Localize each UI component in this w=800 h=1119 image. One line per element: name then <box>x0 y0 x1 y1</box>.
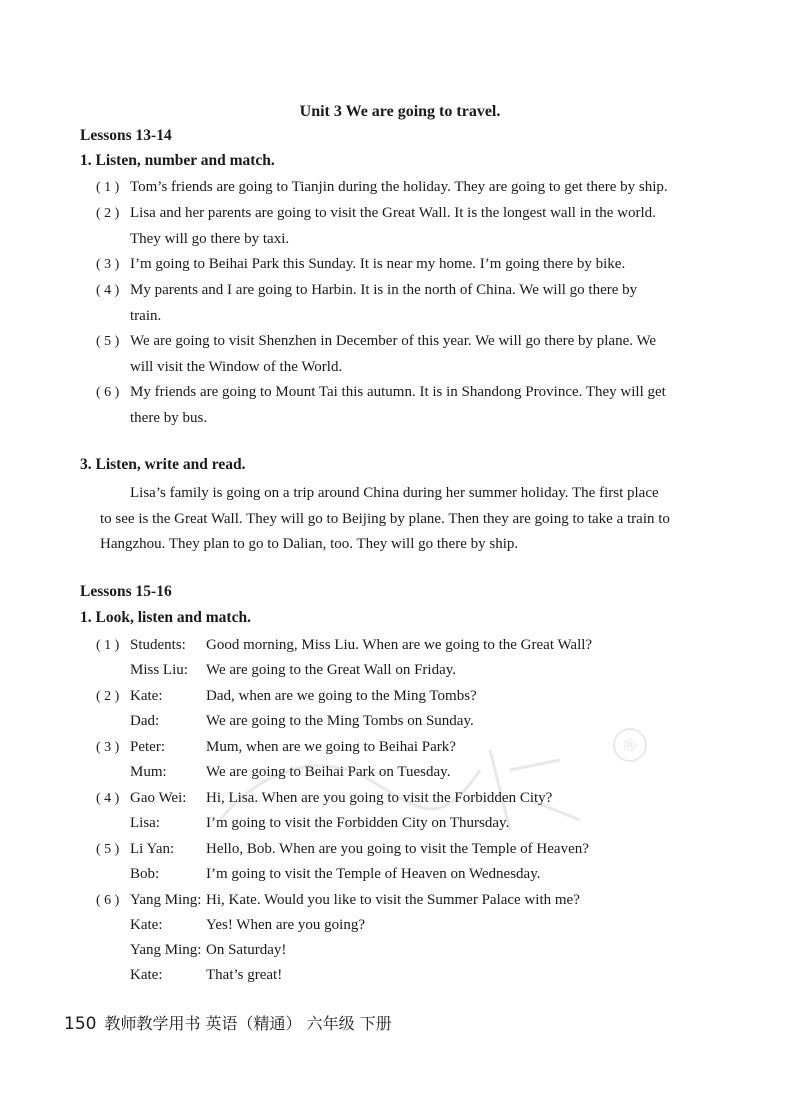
item-number: ( 2 ) <box>96 689 120 704</box>
paragraph-line: Lisa’s family is going on a trip around China during her summer holiday. The first place <box>130 485 659 501</box>
speaker: Kate: <box>130 688 163 704</box>
speaker: Peter: <box>130 739 165 755</box>
speaker: Kate: <box>130 917 163 933</box>
dialogue-line: We are going to the Ming Tombs on Sunday. <box>206 713 474 729</box>
item-text: My parents and I are going to Harbin. It is in the north of China. We will go there by <box>130 282 638 298</box>
dialogue <box>96 837 716 887</box>
item-number: ( 5 ) <box>96 842 120 857</box>
speaker: Yang Ming: <box>130 892 202 908</box>
speaker: Lisa: <box>130 815 160 831</box>
dialogue-line: We are going to Beihai Park on Tuesday. <box>206 764 451 780</box>
speaker: Dad: <box>130 713 160 729</box>
dialogue <box>96 633 716 683</box>
speaker: Bob: <box>130 866 160 882</box>
page-footer <box>64 1011 392 1034</box>
section-heading: 1. Look, listen and match. <box>80 609 251 626</box>
section-heading: 3. Listen, write and read. <box>80 456 246 473</box>
paragraph <box>100 481 692 558</box>
item-continuation: there by bus. <box>130 409 208 426</box>
dialogue-line: That’s great! <box>206 967 283 983</box>
paragraph-line: Hangzhou. They plan to go to Dalian, too. They will go there by ship. <box>100 536 519 552</box>
item-number: ( 6 ) <box>96 385 120 400</box>
dialogue <box>96 735 716 785</box>
section-heading: 1. Listen, number and match. <box>80 152 275 169</box>
book-title: 教师教学用书 英语（精通） 六年级 下册 <box>104 1014 392 1033</box>
list-item <box>96 252 696 278</box>
dialogue-line: I’m going to visit the Temple of Heaven on Wednesday. <box>206 866 541 882</box>
dialogue-line: Hello, Bob. When are you going to visit the Temple of Heaven? <box>206 841 589 857</box>
item-number: ( 3 ) <box>96 740 120 755</box>
item-number: ( 1 ) <box>96 180 120 195</box>
dialogue-line: Mum, when are we going to Beihai Park? <box>206 739 456 755</box>
item-number: ( 6 ) <box>96 893 120 908</box>
dialogue-line: On Saturday! <box>206 942 287 958</box>
dialogue-line: Good morning, Miss Liu. When are we going to the Great Wall? <box>206 637 593 653</box>
speaker: Gao Wei: <box>130 790 187 806</box>
item-text: I’m going to Beihai Park this Sunday. It is near my home. I’m going there by bike. <box>130 256 626 272</box>
dialogue <box>96 888 716 988</box>
item-number: ( 4 ) <box>96 791 120 806</box>
speaker: Miss Liu: <box>130 662 188 678</box>
unit-title: Unit 3 We are going to travel. <box>299 103 501 120</box>
item-continuation: will visit the Window of the World. <box>130 358 343 375</box>
dialogue-line: We are going to the Great Wall on Friday. <box>206 662 457 678</box>
speaker: Students: <box>130 637 186 653</box>
speaker: Mum: <box>130 764 167 780</box>
list-item <box>96 201 696 252</box>
page-number: 150 <box>64 1014 97 1034</box>
dialogue-line: Yes! When are you going? <box>206 917 366 933</box>
item-text: Tom’s friends are going to Tianjin during the holiday. They are going to get there by ship. <box>130 179 668 195</box>
paragraph-line: to see is the Great Wall. They will go to Beijing by plane. Then they are going to take a train to <box>100 510 670 527</box>
item-number: ( 3 ) <box>96 257 120 272</box>
item-number: ( 2 ) <box>96 206 120 221</box>
list-item <box>96 329 696 380</box>
dialogue <box>96 786 716 836</box>
speaker: Kate: <box>130 967 163 983</box>
item-number: ( 1 ) <box>96 638 120 653</box>
speaker: Li Yan: <box>130 841 175 857</box>
item-text: Lisa and her parents are going to visit the Great Wall. It is the longest wall in the world. <box>130 205 656 221</box>
item-continuation: train. <box>130 307 162 324</box>
item-number: ( 4 ) <box>96 283 120 298</box>
list-item <box>96 175 696 201</box>
lesson-heading: Lessons 13-14 <box>80 127 172 144</box>
dialogue-line: I’m going to visit the Forbidden City on Thursday. <box>206 815 510 831</box>
item-text: We are going to visit Shenzhen in December of this year. We will go there by plane. We <box>130 333 657 349</box>
registered-mark: ® <box>622 736 638 755</box>
speaker: Yang Ming: <box>130 942 202 958</box>
dialogue-line: Dad, when are we going to the Ming Tombs? <box>206 688 477 704</box>
item-continuation: They will go there by taxi. <box>130 230 290 247</box>
list-item <box>96 278 696 329</box>
list-item <box>96 380 696 431</box>
dialogue-line: Hi, Kate. Would you like to visit the Summer Palace with me? <box>206 892 580 908</box>
item-number: ( 5 ) <box>96 334 120 349</box>
dialogue-line: Hi, Lisa. When are you going to visit the Forbidden City? <box>206 790 553 806</box>
lesson-heading: Lessons 15-16 <box>80 583 172 600</box>
item-text: My friends are going to Mount Tai this autumn. It is in Shandong Province. They will get <box>130 384 666 400</box>
dialogue <box>96 684 716 734</box>
